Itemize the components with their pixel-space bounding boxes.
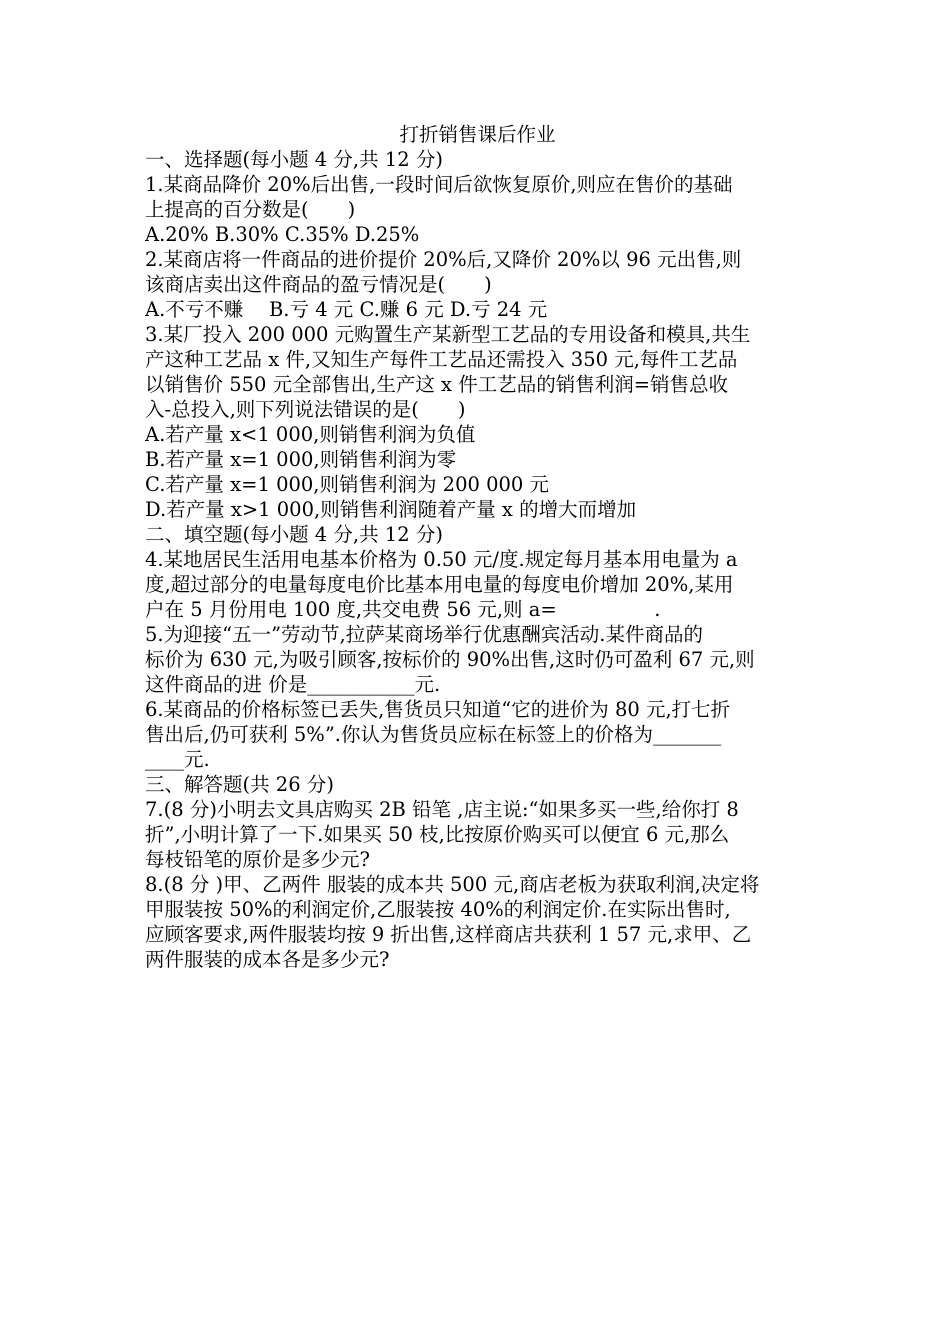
answer-options-line: A.若产量 x<1 000,则销售利润为负值 <box>145 423 476 446</box>
section-heading: 一、选择题(每小题 4 分,共 12 分) <box>145 148 443 171</box>
answer-options-line: B.若产量 x=1 000,则销售利润为零 <box>145 448 457 471</box>
question-text-line: 以销售价 550 元全部售出,生产这 x 件工艺品的销售利润=销售总收 <box>145 373 729 396</box>
question-text-line: 上提高的百分数是( ) <box>145 198 356 221</box>
question-text-line: 8.(8 分 )甲、乙两件 服装的成本共 500 元,商店老板为获取利润,决定将 <box>145 873 760 896</box>
question-text-line: 7.(8 分)小明去文具店购买 2B 铅笔 ,店主说:“如果多买一些,给你打 8 <box>145 798 739 821</box>
question-text-line: 1.某商品降价 20%后出售,一段时间后欲恢复原价,则应在售价的基础 <box>145 173 733 196</box>
question-text-line: ____元. <box>145 748 210 771</box>
answer-options-line: A.20% B.30% C.35% D.25% <box>145 223 420 246</box>
question-text-line: 该商店卖出这件商品的盈亏情况是( ) <box>145 273 492 296</box>
question <box>145 872 810 972</box>
question-text-line: 两件服装的成本各是多少元? <box>145 948 390 971</box>
page-title: 打折销售课后作业 <box>399 123 556 146</box>
question-text-line: 应顾客要求,两件服装均按 9 折出售,这样商店共获利 1 57 元,求甲、乙 <box>145 923 752 946</box>
question <box>145 697 810 772</box>
question-text-line: 这件商品的进 价是___________元. <box>145 673 441 696</box>
question-text-line: 标价为 630 元,为吸引顾客,按标价的 90%出售,这时仍可盈利 67 元,则 <box>145 648 755 671</box>
question-text-line: 4.某地居民生活用电基本价格为 0.50 元/度.规定每月基本用电量为 a <box>145 548 738 571</box>
question <box>145 622 810 697</box>
question <box>145 547 810 622</box>
question-text-line: 户在 5 月份用电 100 度,共交电费 56 元,则 a= . <box>145 598 661 621</box>
question <box>145 322 810 522</box>
answer-options-line: A.不亏不赚 B.亏 4 元 C.赚 6 元 D.亏 24 元 <box>145 298 548 321</box>
question-text-line: 产这种工艺品 x 件,又知生产每件工艺品还需投入 350 元,每件工艺品 <box>145 348 738 371</box>
question-text-line: 5.为迎接“五一”劳动节,拉萨某商场举行优惠酬宾活动.某件商品的 <box>145 623 703 646</box>
answer-options-line: C.若产量 x=1 000,则销售利润为 200 000 元 <box>145 473 550 496</box>
document-body <box>145 147 810 972</box>
question-text-line: 2.某商店将一件商品的进价提价 20%后,又降价 20%以 96 元出售,则 <box>145 248 742 271</box>
question <box>145 172 810 247</box>
question-text-line: 甲服装按 50%的利润定价,乙服装按 40%的利润定价.在实际出售时, <box>145 898 731 921</box>
section-heading: 三、解答题(共 26 分) <box>145 773 334 796</box>
question-text-line: 折”,小明计算了一下.如果买 50 枝,比按原价购买可以便宜 6 元,那么 <box>145 823 730 846</box>
question-text-line: 6.某商品的价格标签已丢失,售货员只知道“它的进价为 80 元,打七折 <box>145 698 731 721</box>
answer-options-line: D.若产量 x>1 000,则销售利润随着产量 x 的增大而增加 <box>145 498 637 521</box>
question-text-line: 售出后,仍可获利 5%”.你认为售货员应标在标签上的价格为_______ <box>145 723 722 746</box>
question <box>145 247 810 322</box>
question-text-line: 度,超过部分的电量每度电价比基本用电量的每度电价增加 20%,某用 <box>145 573 734 596</box>
question-text-line: 3.某厂投入 200 000 元购置生产某新型工艺品的专用设备和模具,共生 <box>145 323 751 346</box>
question <box>145 797 810 872</box>
question-text-line: 入-总投入,则下列说法错误的是( ) <box>145 398 466 421</box>
section-heading: 二、填空题(每小题 4 分,共 12 分) <box>145 523 443 546</box>
question-text-line: 每枝铅笔的原价是多少元? <box>145 848 370 871</box>
document-page <box>145 122 810 972</box>
